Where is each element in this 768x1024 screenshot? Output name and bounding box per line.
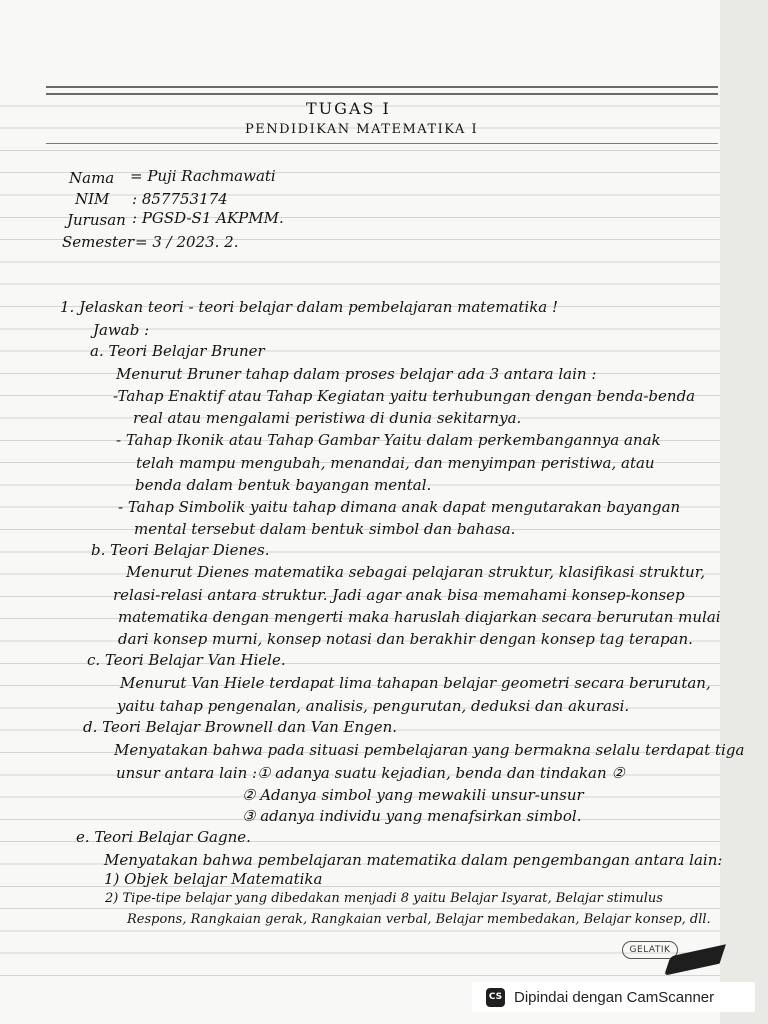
section-a-line: Menurut Bruner tahap dalam proses belajar ada 3 antara lain :: [116, 365, 597, 383]
section-d-line: ③ adanya individu yang menafsirkan simbol.: [242, 807, 582, 825]
section-e-line: Respons, Rangkaian gerak, Rangkaian verbal, Belajar membedakan, Belajar konsep, dll.: [127, 912, 711, 927]
section-a-line: benda dalam bentuk bayangan mental.: [135, 476, 432, 494]
section-a-line: real atau mengalami peristiwa di dunia sekitarnya.: [133, 409, 522, 427]
section-a-line: - Tahap Simbolik yaitu tahap dimana anak dapat mengutarakan bayangan: [118, 498, 681, 516]
section-d-line: Menyatakan bahwa pada situasi pembelajaran yang bermakna selalu terdapat tiga: [114, 741, 745, 759]
section-d-heading: d. Teori Belajar Brownell dan Van Engen.: [83, 718, 398, 736]
camscanner-label: Dipindai dengan CamScanner: [514, 988, 715, 1006]
header-rule-bottom: [46, 93, 718, 95]
section-a-line: -Tahap Enaktif atau Tahap Kegiatan yaitu terhubungan dengan benda-benda: [113, 387, 696, 405]
header-rule-top: [46, 86, 718, 88]
section-a-line: - Tahap Ikonik atau Tahap Gambar Yaitu dalam perkembangannya anak: [116, 431, 661, 449]
page-title: TUGAS I: [306, 99, 391, 118]
section-a-line: mental tersebut dalam bentuk simbol dan bahasa.: [134, 520, 516, 538]
section-e-heading: e. Teori Belajar Gagne.: [76, 828, 251, 846]
question-text: 1. Jelaskan teori - teori belajar dalam pembelajaran matematika !: [60, 298, 559, 316]
page-subtitle: PENDIDIKAN MATEMATIKA I: [245, 122, 479, 137]
jurusan-label: Jurusan: [67, 211, 126, 229]
section-d-line: ② Adanya simbol yang mewakili unsur-unsur: [242, 786, 584, 804]
jurusan-value: : PGSD-S1 AKPMM.: [132, 209, 284, 227]
section-c-line: Menurut Van Hiele terdapat lima tahapan belajar geometri secara berurutan,: [120, 674, 711, 692]
nim-label: NIM: [75, 190, 110, 208]
section-b-heading: b. Teori Belajar Dienes.: [91, 541, 270, 559]
section-a-heading: a. Teori Belajar Bruner: [90, 342, 265, 360]
nim-value: : 857753174: [132, 190, 228, 208]
answer-label: Jawab :: [93, 321, 150, 339]
section-e-line: 1) Objek belajar Matematika: [104, 870, 323, 888]
section-c-heading: c. Teori Belajar Van Hiele.: [87, 651, 286, 669]
section-b-line: matematika dengan mengerti maka haruslah diajarkan secara berurutan mulai: [118, 608, 721, 626]
section-b-line: relasi-relasi antara struktur. Jadi agar anak bisa memahami konsep-konsep: [113, 586, 685, 604]
section-b-line: dari konsep murni, konsep notasi dan berakhir dengan konsep tag terapan.: [118, 630, 693, 648]
semester-value: = 3 / 2023. 2.: [135, 233, 239, 251]
gelatik-stamp: GELATIK: [622, 941, 678, 959]
nama-label: Nama: [69, 169, 115, 187]
section-c-line: yaitu tahap pengenalan, analisis, pengurutan, deduksi dan akurasi.: [117, 697, 630, 715]
semester-label: Semester: [62, 233, 135, 251]
section-e-line: 2) Tipe-tipe belajar yang dibedakan menjadi 8 yaitu Belajar Isyarat, Belajar stimulus: [105, 891, 663, 906]
section-d-line: unsur antara lain :① adanya suatu kejadian, benda dan tindakan ②: [116, 764, 625, 782]
section-e-line: Menyatakan bahwa pembelajaran matematika dalam pengembangan antara lain:: [104, 851, 723, 869]
section-b-line: Menurut Dienes matematika sebagai pelajaran struktur, klasifikasi struktur,: [126, 563, 705, 581]
title-rule: [46, 143, 718, 144]
cs-logo-icon: CS: [486, 988, 505, 1007]
camscanner-watermark: [472, 982, 755, 1012]
nama-value: = Puji Rachmawati: [130, 167, 276, 185]
section-a-line: telah mampu mengubah, menandai, dan menyimpan peristiwa, atau: [136, 454, 655, 472]
